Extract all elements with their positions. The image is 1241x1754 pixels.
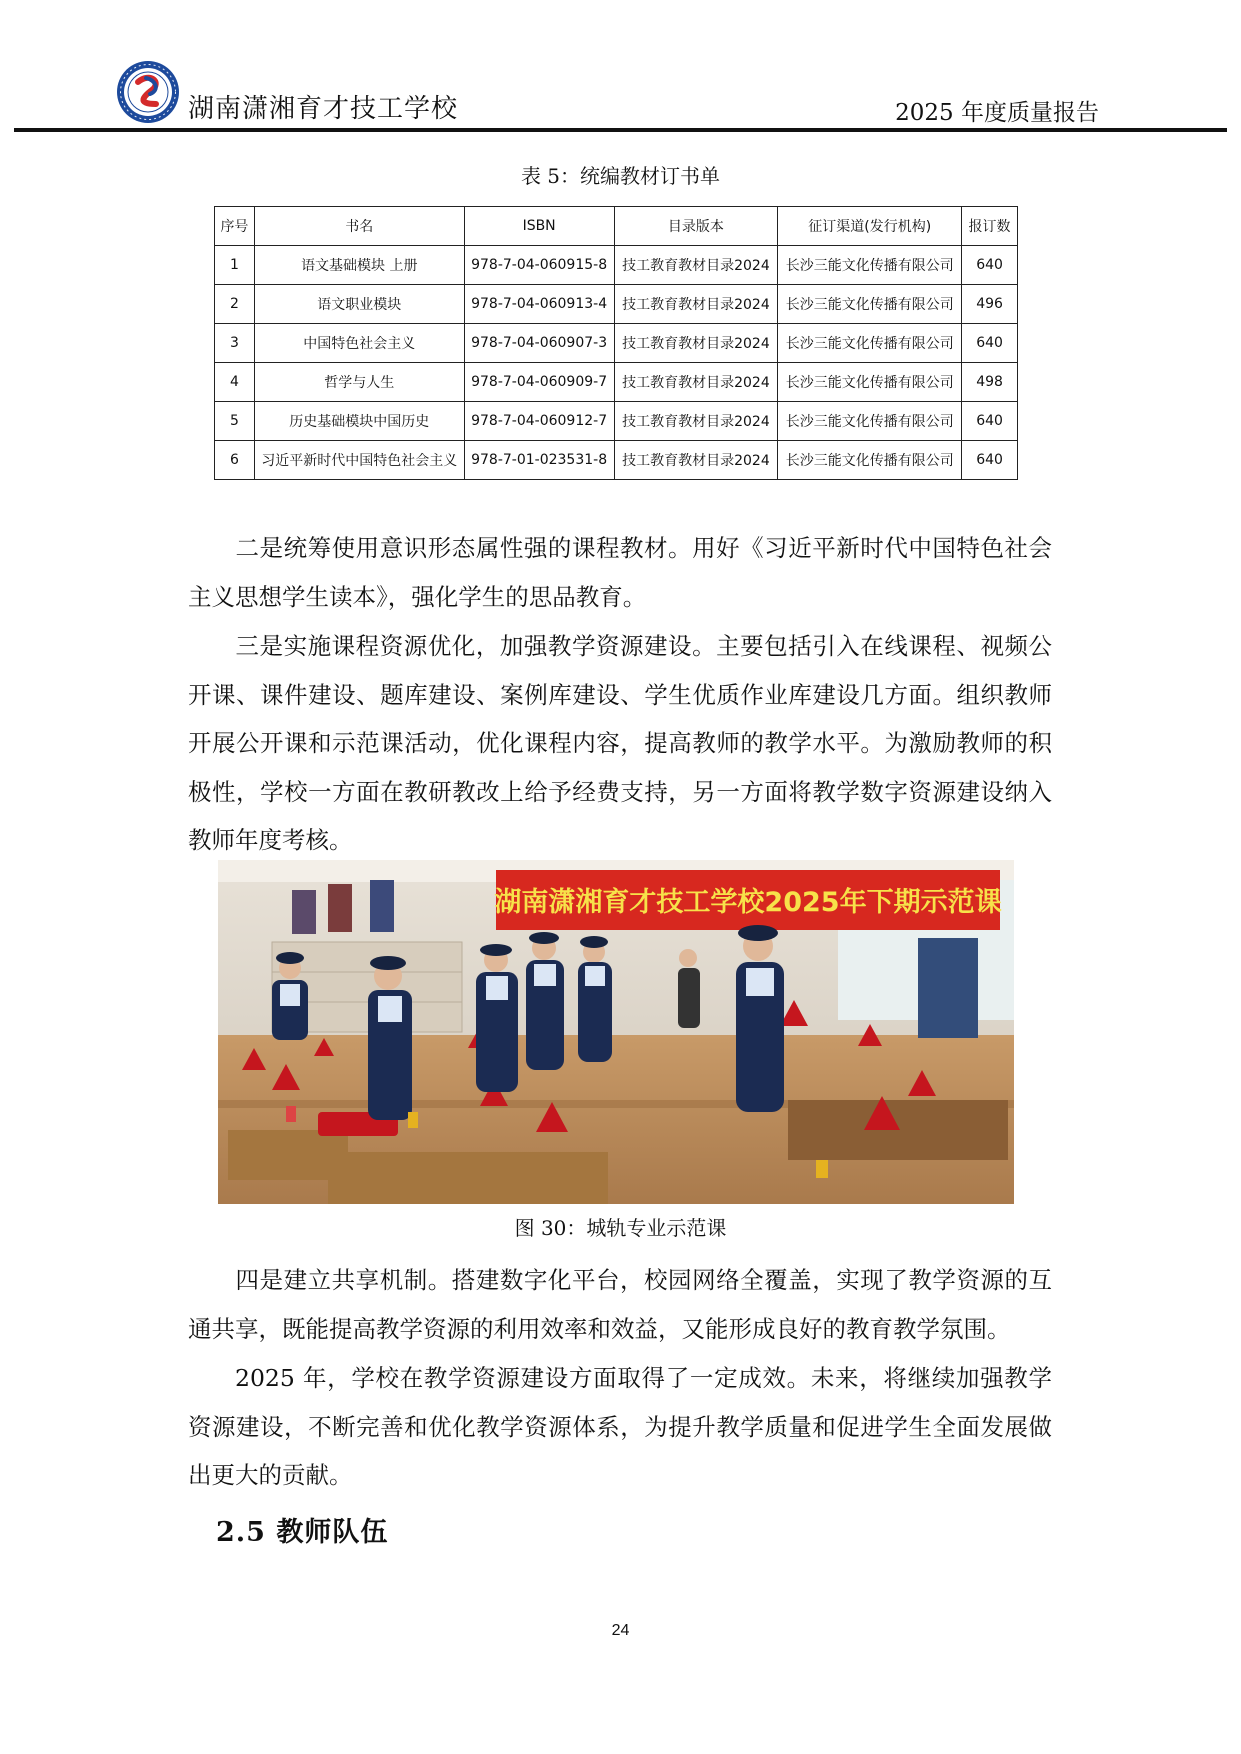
table-cell: 语文职业模块 — [254, 285, 464, 324]
table-cell: 978-7-04-060909-7 — [464, 363, 614, 402]
table-cell: 长沙三能文化传播有限公司 — [778, 402, 962, 441]
table-cell: 6 — [215, 441, 255, 480]
table-cell: 640 — [962, 402, 1018, 441]
table-cell: 978-7-04-060912-7 — [464, 402, 614, 441]
table-cell: 5 — [215, 402, 255, 441]
body-paragraph — [188, 1256, 1052, 1353]
table-cell: 长沙三能文化传播有限公司 — [778, 363, 962, 402]
column-header: 序号 — [215, 207, 255, 246]
table-cell: 640 — [962, 441, 1018, 480]
paragraph-text: 2025 年，学校在教学资源建设方面取得了一定成效。未来，将继续加强教学资源建设，不断完善和优化教学资源体系，为提升教学质量和促进学生全面发展做出更大的贡献。 — [188, 1364, 1052, 1489]
school-name: 湖南潇湘育才技工学校 — [188, 94, 459, 124]
table-cell: 640 — [962, 246, 1018, 285]
paragraph-text: 四是建立共享机制。搭建数字化平台，校园网络全覆盖，实现了教学资源的互通共享，既能提高教学资源的利用效率和效益，又能形成良好的教育教学氛围。 — [188, 1266, 1052, 1343]
table-cell: 长沙三能文化传播有限公司 — [778, 246, 962, 285]
page-number: 24 — [611, 1622, 630, 1639]
page-header — [0, 0, 1241, 132]
table-cell: 978-7-04-060913-4 — [464, 285, 614, 324]
paragraph-text: 二是统筹使用意识形态属性强的课程教材。用好《习近平新时代中国特色社会主义思想学生读本》，强化学生的思品教育。 — [188, 534, 1052, 611]
column-header: 目录版本 — [614, 207, 778, 246]
table-row — [215, 246, 1018, 285]
table-cell: 978-7-04-060915-8 — [464, 246, 614, 285]
header-divider — [14, 128, 1227, 132]
table-cell: 习近平新时代中国特色社会主义 — [254, 441, 464, 480]
table-cell: 技工教育教材目录2024 — [614, 285, 778, 324]
table-row — [215, 441, 1018, 480]
table-cell: 中国特色社会主义 — [254, 324, 464, 363]
table-cell: 技工教育教材目录2024 — [614, 324, 778, 363]
table-header-row — [215, 207, 1018, 246]
table-cell: 技工教育教材目录2024 — [614, 246, 778, 285]
table-row — [215, 285, 1018, 324]
table-cell: 496 — [962, 285, 1018, 324]
demonstration-class-photo — [218, 860, 1014, 1204]
table-cell: 技工教育教材目录2024 — [614, 441, 778, 480]
table-cell: 2 — [215, 285, 255, 324]
table-cell: 3 — [215, 324, 255, 363]
section-heading: 2.5 教师队伍 — [216, 1517, 389, 1548]
textbook-order-table — [214, 206, 1018, 480]
school-logo-icon — [116, 60, 180, 124]
table-cell: 长沙三能文化传播有限公司 — [778, 324, 962, 363]
table-cell: 长沙三能文化传播有限公司 — [778, 285, 962, 324]
table-cell: 1 — [215, 246, 255, 285]
table-cell: 技工教育教材目录2024 — [614, 363, 778, 402]
table-cell: 640 — [962, 324, 1018, 363]
body-paragraph — [188, 1354, 1052, 1500]
paragraph-text: 三是实施课程资源优化，加强教学资源建设。主要包括引入在线课程、视频公开课、课件建设、题库建设、案例库建设、学生优质作业库建设几方面。组织教师开展公开课和示范课活动，优化课程内容，提高教师的教学水平。为激励教师的积极性，学校一方面在教研教改上给予经费支持，另一方面将教学数字资源建设纳入教师年度考核。 — [188, 632, 1052, 854]
report-title: 2025 年度质量报告 — [895, 100, 1099, 126]
table-cell: 4 — [215, 363, 255, 402]
column-header: 书名 — [254, 207, 464, 246]
table-cell: 语文基础模块 上册 — [254, 246, 464, 285]
table-cell: 978-7-04-060907-3 — [464, 324, 614, 363]
table-row — [215, 324, 1018, 363]
table-cell: 978-7-01-023531-8 — [464, 441, 614, 480]
table-cell: 哲学与人生 — [254, 363, 464, 402]
table-row — [215, 363, 1018, 402]
table-cell: 历史基础模块中国历史 — [254, 402, 464, 441]
body-paragraph — [188, 524, 1052, 621]
figure-caption: 图 30：城轨专业示范课 — [514, 1216, 727, 1240]
column-header: 征订渠道(发行机构) — [778, 207, 962, 246]
table-row — [215, 402, 1018, 441]
table-cell: 技工教育教材目录2024 — [614, 402, 778, 441]
table-cell: 498 — [962, 363, 1018, 402]
photo-illustration — [218, 860, 1014, 1204]
banner-text: 湖南潇湘育才技工学校2025年下期示范课 — [494, 887, 1002, 918]
table-caption: 表 5：统编教材订书单 — [520, 164, 721, 188]
column-header: 报订数 — [962, 207, 1018, 246]
body-paragraph — [188, 622, 1052, 865]
table-cell: 长沙三能文化传播有限公司 — [778, 441, 962, 480]
column-header: ISBN — [464, 207, 614, 246]
